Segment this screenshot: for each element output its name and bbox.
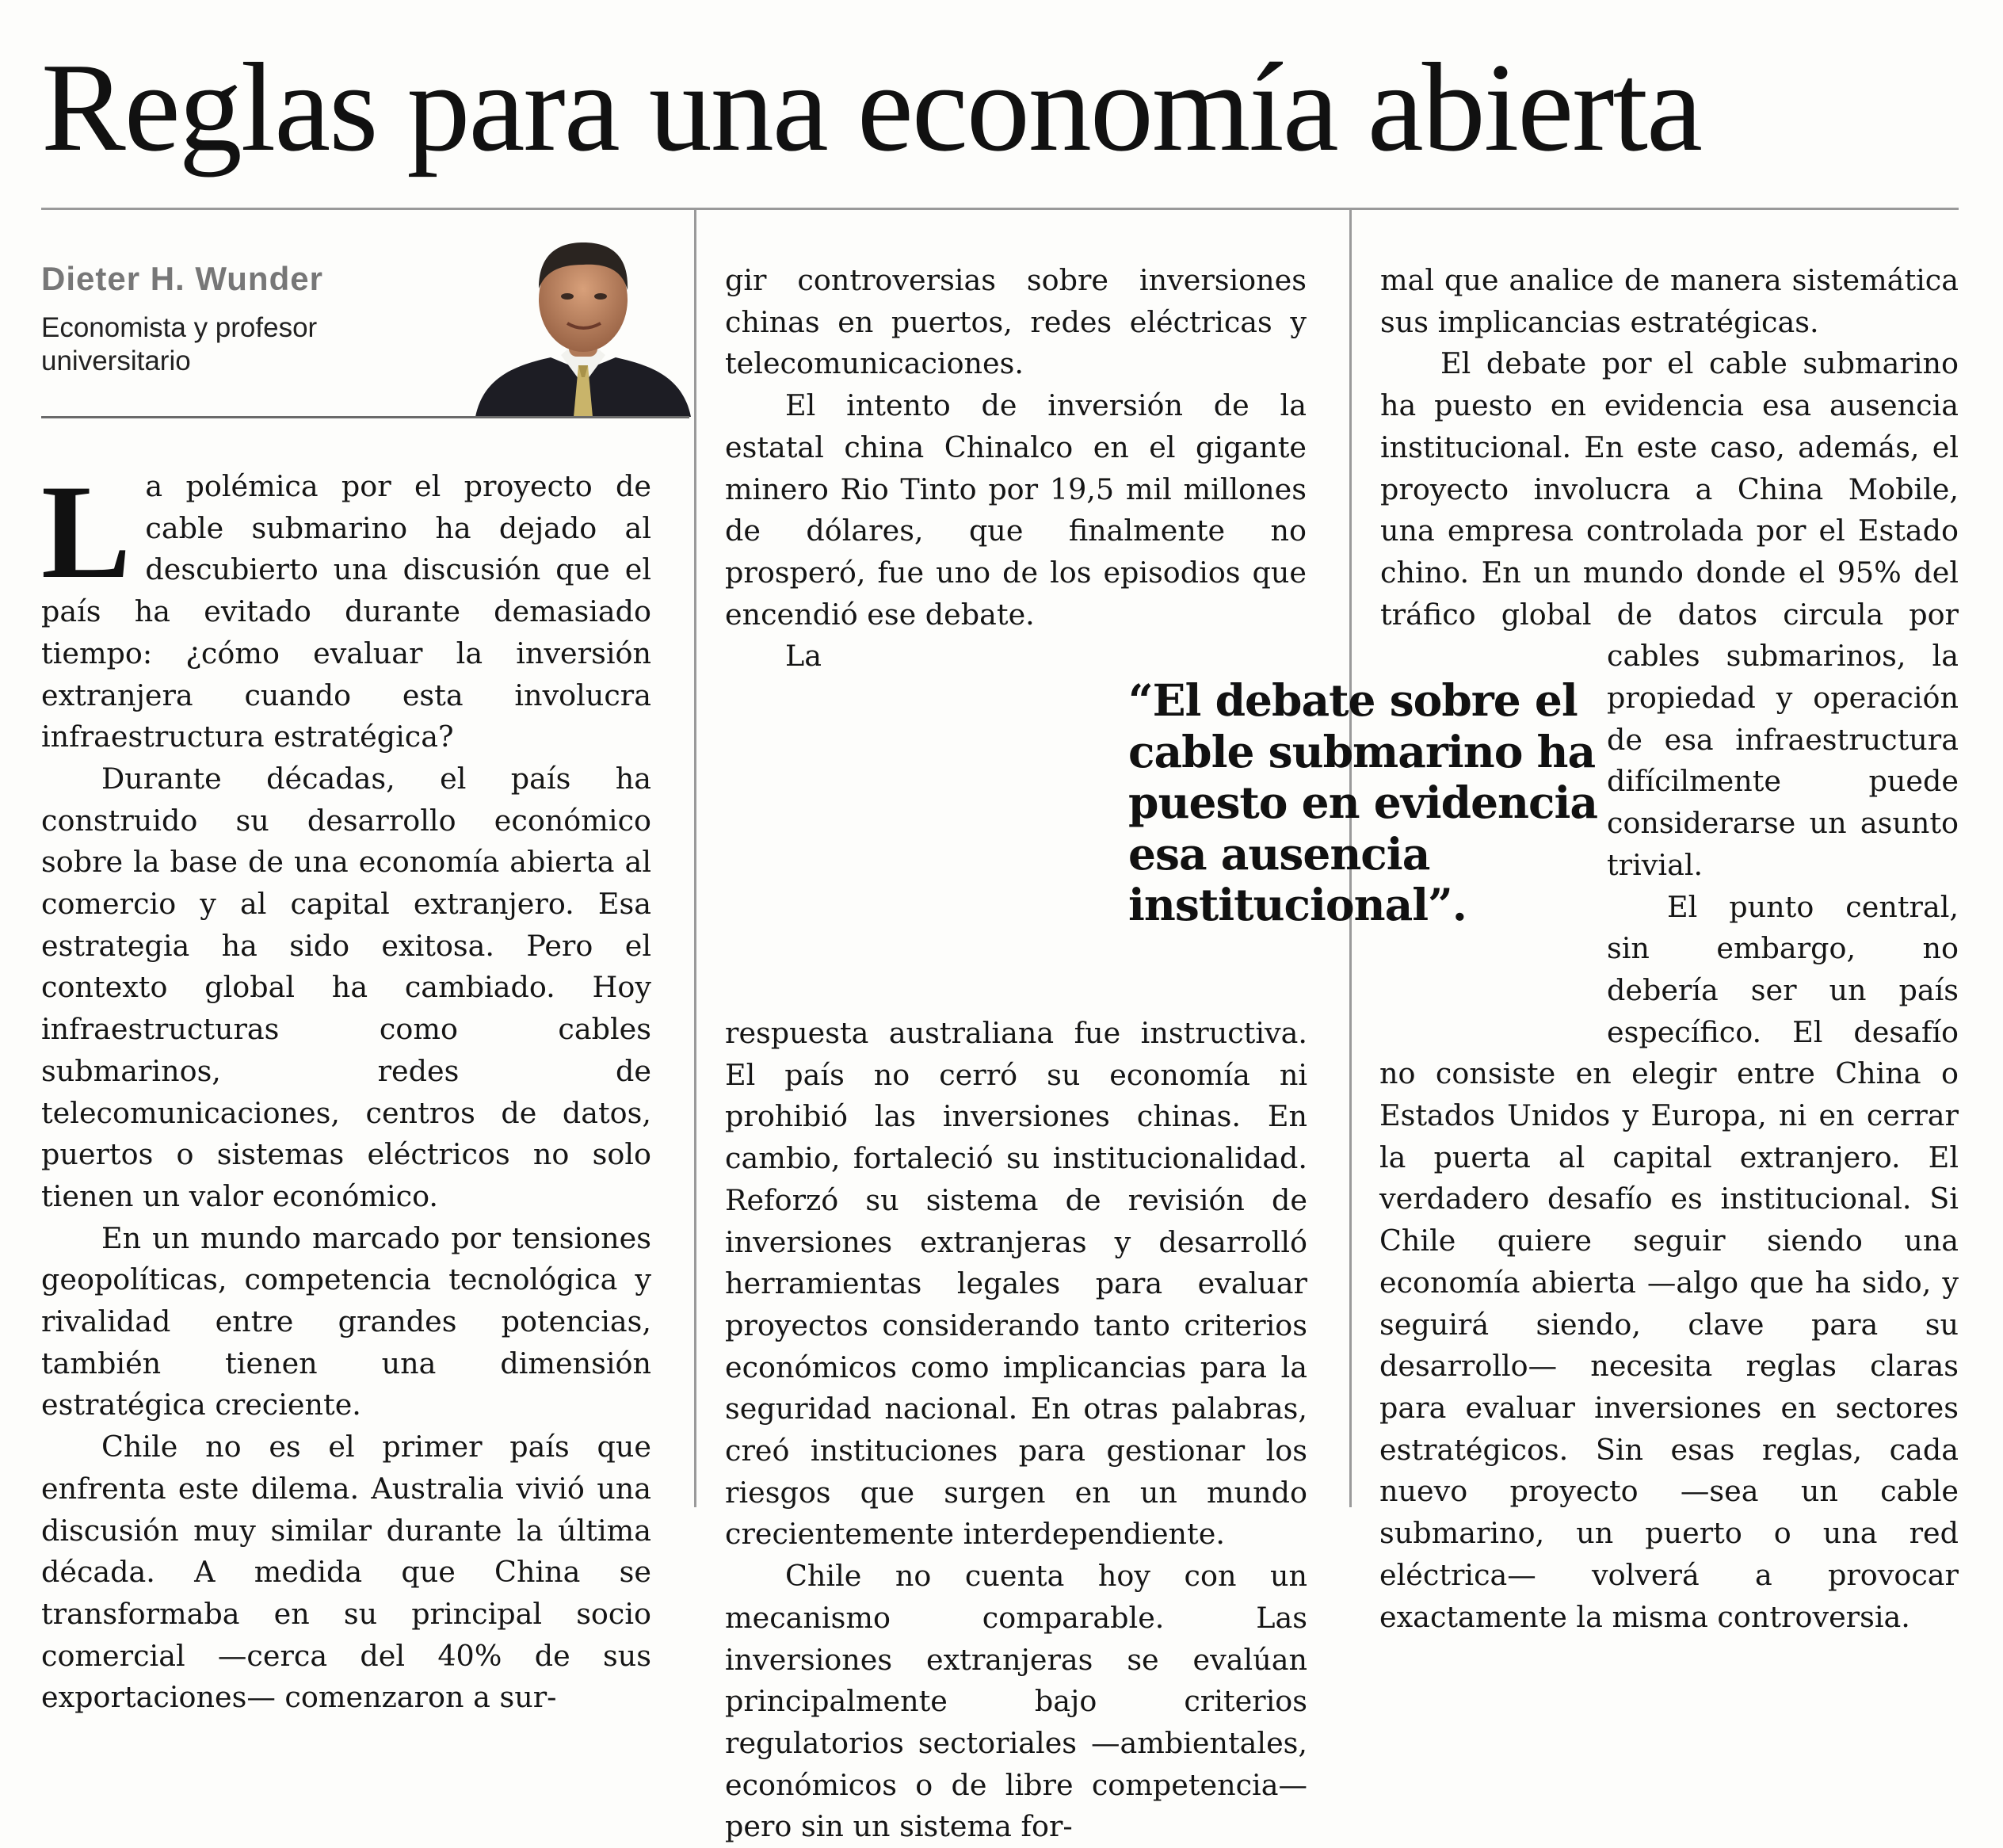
paragraph-1: [41, 457, 651, 758]
top-rule: [41, 208, 1959, 210]
column-3: [1379, 260, 1959, 1638]
paragraph-6: El intento de inversión de la estatal china Chinalco en el gigante minero Rio Tinto por 19,5 mil millones de dólares, que finalmente no prosperó, fue uno de los episodios que encendió ese debate.: [725, 388, 1307, 632]
column-2: [725, 260, 1307, 1848]
paragraph-5: gir controversias sobre inversiones chinas en puertos, redes eléctricas y telecomunicaciones.: [725, 263, 1307, 381]
author-name: Dieter H. Wunder: [41, 260, 323, 297]
paragraph-11: El punto central, sin embargo, no debería ser un país específico. El desafío no consiste en elegir entre China o Estados Unidos y Europa, ni en cerrar la puerta al capital extranjero. El verdadero desafío es institucional. Si Chile quiere seguir siendo una economía abierta —algo que ha sido, y seguirá siendo, clave para su desarrollo— necesita reglas claras para evaluar inversiones en sectores estratégicos. Sin esas reglas, cada nuevo proyecto —sea un cable submarino, un puerto o una red eléctrica— volverá a provocar exactamente la misma controversia.: [1379, 889, 1959, 1634]
paragraph-7: La respuesta australiana fue instructiva. El país no cerró su economía ni prohibió las inversiones chinas. En cambio, fortaleció su institucionalidad. Reforzó su sistema de revisión de inversiones extranjeras y desarrolló herramientas legales para evaluar proyectos considerando tanto criterios económicos como implicancias para la seguridad nacional. En otras palabras, creó instituciones para gestionar los riesgos que surgen en un mundo crecientemente interdependiente.: [725, 639, 1307, 1552]
author-role: Economista y profesor universitario: [41, 312, 318, 376]
paragraph-4: Chile no es el primer país que enfrenta este dilema. Australia vivió una discusión muy similar durante la última década. A medida que China se transformaba en su principal socio comercial —cerca del 40% de sus exportaciones— comenzaron a sur-: [41, 1430, 651, 1715]
pull-quote: “El debate sobre el cable submarino ha puesto en evidencia esa ausencia institucional”.: [1128, 674, 1598, 930]
paragraph-3: En un mundo marcado por tensiones geopolíticas, competencia tecnológica y rivalidad entre grandes potencias, también tienen una dimensión estratégica creciente.: [41, 1220, 651, 1422]
column-rule-1: [694, 208, 696, 1507]
drop-cap: L: [41, 457, 132, 606]
paragraph-1-text: a polémica por el proyecto de cable submarino ha dejado al descubierto una discusión que el país ha evitado durante demasiado tiempo: ¿cómo evaluar la inversión extranjera cuando esta involucra infraestructura estratégica?: [41, 469, 651, 754]
author-rule: [41, 416, 689, 418]
author-portrait: [475, 227, 691, 417]
column-1: [41, 457, 651, 1719]
paragraph-9: mal que analice de manera sistemática sus implicancias estratégicas.: [1380, 263, 1959, 339]
paragraph-8: Chile no cuenta hoy con un mecanismo comparable. Las inversiones extranjeras se evalúan principalmente bajo criterios regulatorios sectoriales —ambientales, económicos o de libre competencia— pero sin un sistema for-: [725, 1559, 1307, 1844]
paragraph-2: Durante décadas, el país ha construido su desarrollo económico sobre la base de una economía abierta al comercio y al capital extranjero. Esa estrategia ha sido exitosa. Pero el contexto global ha cambiado. Hoy infraestructuras como cables submarinos, redes de telecomunicaciones, centros de datos, puertos o sistemas eléctricos no solo tienen un valor económico.: [41, 761, 651, 1213]
headline: Reglas para una economía abierta: [41, 36, 1701, 178]
paragraph-10: El debate por el cable submarino ha puesto en evidencia esa ausencia institucional. En este caso, además, el proyecto involucra a China Mobile, una empresa controlada por el Estado chino. En un mundo donde el 95% del tráfico global de datos circula por cables submarinos, la propiedad y operación de esa infraestructura difícilmente puede considerarse un asunto trivial.: [1380, 346, 1959, 882]
